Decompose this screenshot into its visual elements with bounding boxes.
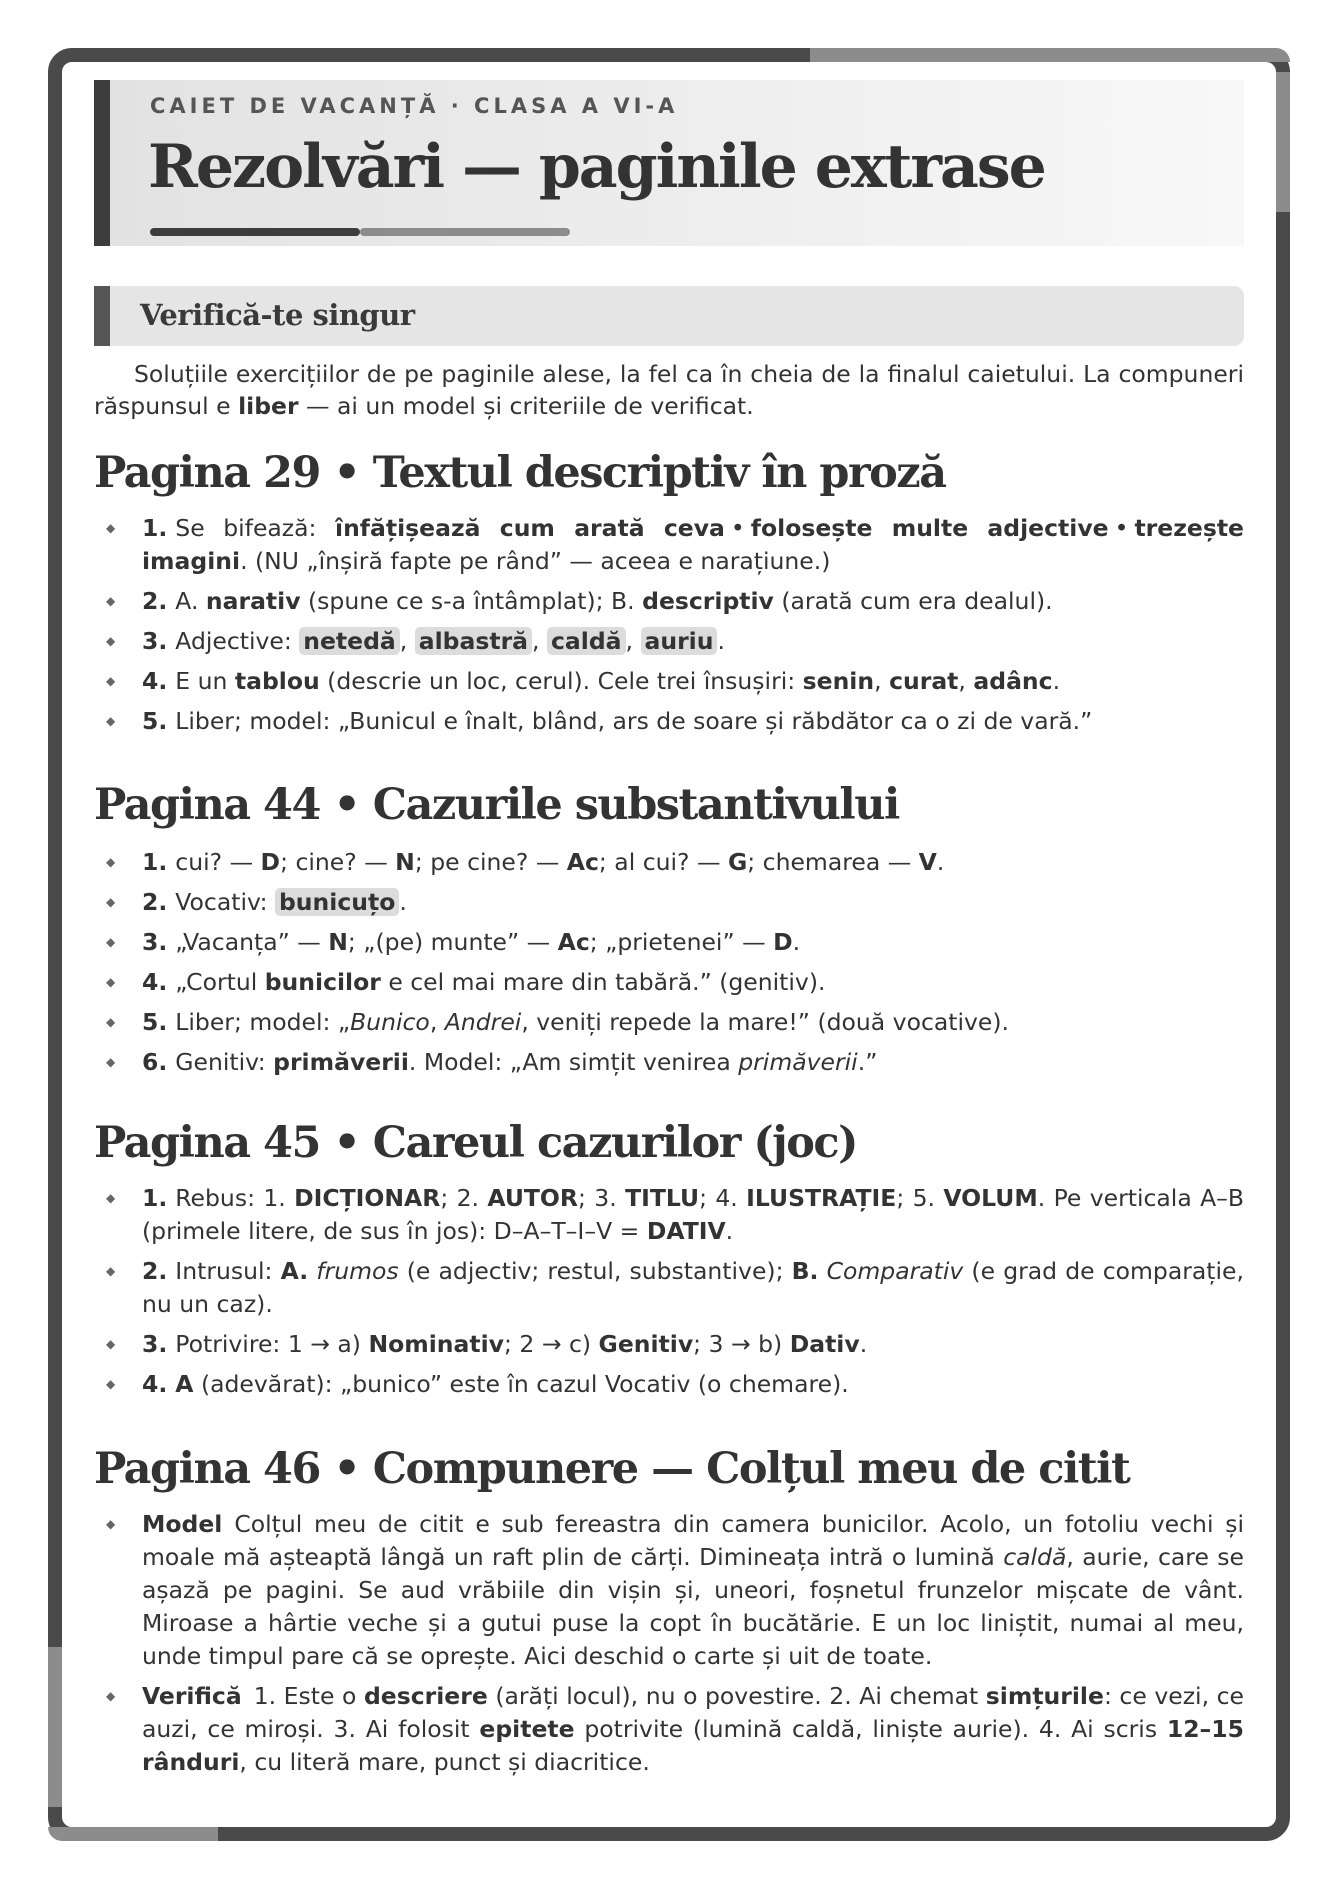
- heading-pagina-46: Pagina 46 • Compunere — Colțul meu de citit: [94, 1444, 1130, 1494]
- list-item-verifica: ◆ Verifică 1. Este o descriere (arăți locul), nu o povestire. 2. Ai chemat simțurile: ce vezi, ce auzi, ce miroși. 3. Ai folosit epitete potrivite (lumină caldă, liniște aurie). 4. Ai scris 12–15 rânduri, cu literă mare, punct și diacritice.: [104, 1680, 1244, 1779]
- list-item: ◆ 6. Genitiv: primăverii. Model: „Am simțit venirea primăverii.”: [104, 1046, 1244, 1079]
- title-underline-dark: [150, 228, 360, 236]
- list-item: ◆ 5. Liber; model: „Bunicul e înalt, blând, ars de soare și răbdător ca o zi de vară.”: [104, 705, 1244, 738]
- frame-accent-right: [1276, 72, 1290, 212]
- list-item: ◆ 1. cui? — D; cine? — N; pe cine? — Ac; al cui? — G; chemarea — V.: [104, 846, 1244, 879]
- intro-bold: liber: [238, 392, 299, 420]
- list-item: ◆ 1. Rebus: 1. DICȚIONAR; 2. AUTOR; 3. TITLU; 4. ILUSTRAȚIE; 5. VOLUM. Pe verticala A–B (primele litere, de sus în jos): D–A–T–I–V = DATIV.: [104, 1182, 1244, 1248]
- list-pagina-46: [104, 1508, 1244, 1786]
- list-item: ◆ 2. Vocativ: bunicuțo .: [104, 886, 1244, 919]
- list-item: ◆ 3. Adjective: netedă , albastră , caldă , auriu .: [104, 625, 1244, 658]
- list-item: ◆ 4. E un tablou (descrie un loc, cerul). Cele trei însușiri: senin, curat, adânc.: [104, 665, 1244, 698]
- heading-pagina-45: Pagina 45 • Careul cazurilor (joc): [94, 1118, 857, 1168]
- frame-accent-top: [810, 48, 1290, 62]
- list-item: ◆ 1. Se bifează: înfățișează cum arată ceva • folosește multe adjective • trezește imagini. (NU „înșiră fapte pe rând” — aceea e narațiune.): [104, 512, 1244, 578]
- highlight-word: bunicuțo: [275, 888, 399, 916]
- page-title: Rezolvări — paginile extrase: [148, 132, 1045, 202]
- highlight-word: auriu: [641, 627, 718, 655]
- highlight-word: caldă: [547, 627, 626, 655]
- frame-accent-bottom: [48, 1827, 218, 1841]
- highlight-word: albastră: [415, 627, 532, 655]
- intro-paragraph: [94, 358, 1244, 422]
- header-banner: [94, 80, 1244, 246]
- list-item-model: ◆ Model Colțul meu de citit e sub fereastra din camera bunicilor. Acolo, un fotoliu vechi și moale mă așteaptă lângă un raft plin de cărți. Dimineața intră o lumină caldă, aurie, care se așază pe pagini. Se aud vrăbiile din vișin și, uneori, foșnetul frunzelor mișcate de vânt. Miroase a hârtie veche și a gutui puse la copt în bucătărie. E un loc liniștit, numai al meu, unde timpul pare că se oprește. Aici deschid o carte și uit de toate.: [104, 1508, 1244, 1673]
- list-item: ◆ 2. Intrusul: A. frumos (e adjectiv; restul, substantive); B. Comparativ (e grad de comparație, nu un caz).: [104, 1255, 1244, 1321]
- section-title: Verifică-te singur: [140, 298, 415, 332]
- list-item: ◆ 3. „Vacanța” — N; „(pe) munte” — Ac; „prietenei” — D.: [104, 926, 1244, 959]
- section-heading-box: [94, 286, 1244, 346]
- heading-pagina-44: Pagina 44 • Cazurile substantivului: [94, 780, 899, 830]
- list-pagina-44: [104, 846, 1244, 1086]
- title-underline-light: [360, 228, 570, 236]
- frame-accent-left: [48, 1647, 62, 1807]
- highlight-word: netedă: [299, 627, 400, 655]
- list-pagina-29: [104, 512, 1244, 745]
- intro-text: — ai un model și criteriile de verificat.: [298, 392, 754, 420]
- list-item: ◆ 3. Potrivire: 1 → a) Nominativ; 2 → c) Genitiv; 3 → b) Dativ.: [104, 1328, 1244, 1361]
- heading-pagina-29: Pagina 29 • Textul descriptiv în proză: [94, 448, 946, 498]
- list-item: ◆ 2. A. narativ (spune ce s-a întâmplat); B. descriptiv (arată cum era dealul).: [104, 585, 1244, 618]
- list-pagina-45: [104, 1182, 1244, 1408]
- intro-text: Soluțiile exercițiilor de pe paginile alese, la fel ca în cheia de la finalul caietului. La compuneri răspunsul e: [94, 360, 1244, 420]
- list-item: ◆ 5. Liber; model: „Bunico, Andrei, veniți repede la mare!” (două vocative).: [104, 1006, 1244, 1039]
- header-kicker: CAIET DE VACANȚĂ · CLASA A VI-A: [150, 94, 679, 118]
- list-item: ◆ 4. A (adevărat): „bunico” este în cazul Vocativ (o chemare).: [104, 1368, 1244, 1401]
- list-item: ◆ 4. „Cortul bunicilor e cel mai mare din tabără.” (genitiv).: [104, 966, 1244, 999]
